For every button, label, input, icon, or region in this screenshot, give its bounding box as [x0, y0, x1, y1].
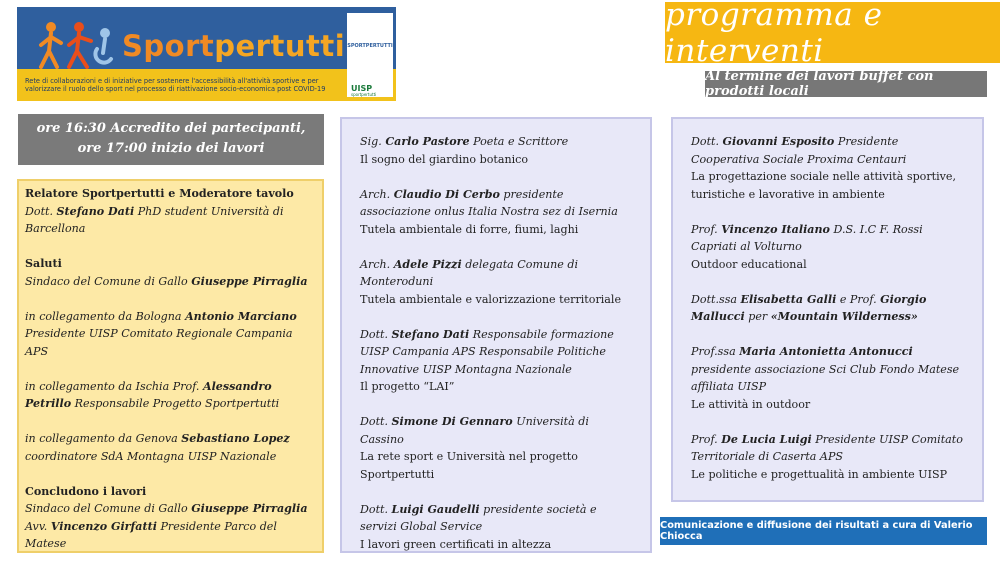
speaker-name: Luigi Gaudelli [391, 502, 480, 516]
speaker-name: Vincenzo Girfatti [50, 519, 157, 533]
title-prefix: Arch. [360, 257, 394, 271]
communication-footer: Comunicazione e diffusione dei risultati a cura di Valerio Chiocca [660, 517, 987, 545]
speaker-role: Presidente Cooperativa Sociale Proxima Centauri [691, 135, 907, 166]
speaker-block [691, 431, 964, 484]
moderator-heading: Relatore Sportpertutti e Moderatore tavolo [25, 187, 294, 200]
speaker-role: presidente associazione onlus Italia Nostra sez di Isernia [360, 187, 618, 218]
side-title: SPORTPERTUTTI [347, 43, 393, 49]
speaker-name: Carlo Pastore [385, 135, 470, 148]
title-prefix: Avv. [25, 519, 51, 533]
talk-title: Il progetto “LAI” [360, 380, 455, 393]
talk-title: Il sogno del giardino botanico [360, 152, 529, 166]
buffet-note: Al termine dei lavori buffet con prodotti locali [705, 71, 987, 97]
title-prefix: Prof.ssa [691, 345, 740, 358]
speaker-block [25, 378, 316, 413]
speaker-name: Elisabetta Galli [740, 292, 837, 306]
talk-title: Le attività in outdoor [691, 397, 811, 411]
speaker-role: Sindaco del Comune di Gallo [25, 502, 192, 515]
speaker-name: Claudio Di Cerbo [393, 187, 500, 201]
speaker-role: Poeta e Scrittore [469, 135, 569, 148]
column-speakers-1 [340, 117, 652, 553]
closing-block [25, 483, 316, 553]
title-prefix: Dott. [360, 327, 392, 341]
speaker-location: in collegamento da Bologna [25, 309, 186, 323]
speaker-block [360, 413, 632, 483]
talk-title: La progettazione sociale nelle attività sportive, turistiche e lavorative in ambiente [691, 170, 957, 201]
speaker-location: in collegamento da Genova [25, 432, 182, 445]
speaker-role: coordinatore SdA Montagna UISP Nazionale [25, 449, 277, 463]
banner-side-logo [347, 13, 393, 97]
speaker-role: presidente società e servizi Global Service [360, 502, 597, 533]
speaker-name: Stefano Dati [56, 204, 135, 218]
title-prefix: Prof. [691, 222, 722, 236]
speaker-name: Giuseppe Pirraglia [191, 274, 308, 288]
speaker-block [360, 326, 632, 396]
speaker-role: Presidente UISP Comitato Regionale Campania APS [25, 327, 293, 358]
talk-title: Outdoor educational [691, 257, 807, 271]
speaker-name: Adele Pizzi [393, 257, 462, 271]
speaker-role: Presidente Parco del Matese [25, 519, 277, 550]
title-box [665, 0, 1000, 69]
speaker-role: Responsabile Progetto Sportpertutti [71, 397, 280, 410]
title-prefix: Dott. [691, 135, 723, 148]
speaker-block [360, 186, 632, 239]
speaker-role: Sindaco del Comune di Gallo [25, 274, 192, 288]
column-speakers-2 [671, 117, 984, 502]
title-prefix: Dott. [360, 502, 392, 516]
time-line-1: ore 16:30 Accredito dei partecipanti, [36, 121, 306, 136]
banner-description: Rete di collaborazioni e di iniziative per sostenere l'accessibilità all'attività sportive e per valorizzare il ruolo dello sport nel processo di riattivazione socio-economica post COVID-19 [25, 77, 326, 93]
speaker-name: Maria Antonietta Antonucci [739, 345, 913, 358]
speaker-name: De Lucia Luigi [721, 432, 812, 446]
speaker-name: Giorgio Mallucci [691, 292, 927, 323]
title-prefix: e Prof. [836, 292, 881, 306]
title-prefix: Dott. [25, 204, 57, 218]
speaker-name: Simone Di Gennaro [391, 415, 513, 428]
speaker-block [25, 308, 316, 361]
speaker-name: Antonio Marciano [185, 309, 297, 323]
talk-title: I lavori green certificati in altezza [360, 537, 552, 551]
speaker-role: PhD student Università di Barcellona [25, 204, 284, 235]
moderator-block [25, 185, 316, 238]
sportpertutti-banner [17, 7, 396, 101]
talk-title: Tutela ambientale e valorizzazione territoriale [360, 292, 622, 306]
speaker-role: D.S. I.C F. Rossi Capriati al Volturno [691, 222, 923, 253]
speaker-name: Giuseppe Pirraglia [191, 502, 308, 515]
speaker-name: Vincenzo Italiano [721, 222, 830, 236]
banner-logo-text: Sportpertutti [122, 29, 346, 63]
speaker-name: Sebastiano Lopez [181, 432, 290, 445]
page-title: programma e interventi [665, 0, 883, 69]
greetings-block [25, 255, 316, 290]
column-opening [17, 179, 324, 553]
organization-name: «Mountain Wilderness» [770, 310, 918, 323]
speaker-name: Giovanni Esposito [722, 135, 835, 148]
uisp-logo-sub: sportpertutti [351, 92, 377, 97]
speaker-block [691, 343, 964, 413]
speaker-block [360, 133, 632, 168]
speaker-role: Responsabile formazione UISP Campania APS Responsabile Politiche Innovative UISP Montagna Nazionale [360, 327, 614, 376]
talk-title: La rete sport e Università nel progetto Sportpertutti [360, 450, 578, 481]
speaker-block [691, 291, 964, 326]
talk-title: Tutela ambientale di forre, fiumi, laghi [360, 222, 579, 236]
title-prefix: Sig. [360, 135, 386, 148]
title-prefix: Dott.ssa [691, 292, 741, 306]
schedule-time-box [18, 114, 324, 165]
title-prefix: Prof. [691, 432, 722, 446]
talk-title: Le politiche e progettualità in ambiente UISP [691, 467, 948, 481]
speaker-block [691, 221, 964, 274]
greetings-heading: Saluti [25, 257, 62, 270]
title-prefix: Dott. [360, 415, 392, 428]
time-line-2: ore 17:00 inizio dei lavori [77, 141, 265, 156]
speaker-role: Presidente UISP Comitato Territoriale di Caserta APS [691, 432, 963, 463]
speaker-location: in collegamento da Ischia Prof. [25, 379, 203, 393]
closing-heading: Concludono i lavori [25, 484, 147, 498]
athletes-icon [31, 19, 121, 69]
uisp-logo: UISP [351, 84, 373, 93]
speaker-block [360, 256, 632, 309]
speaker-block [25, 430, 316, 465]
speaker-name: Stefano Dati [391, 327, 470, 341]
speaker-role: Università di Cassino [360, 415, 589, 446]
speaker-block [360, 501, 632, 554]
title-prefix: Arch. [360, 187, 394, 201]
speaker-role: delegata Comune di Monteroduni [360, 257, 579, 288]
speaker-role: per [744, 310, 771, 323]
speaker-name: Alessandro Petrillo [25, 379, 272, 410]
speaker-block [691, 133, 964, 203]
speaker-role: presidente associazione Sci Club Fondo Matese affiliata UISP [691, 362, 960, 393]
